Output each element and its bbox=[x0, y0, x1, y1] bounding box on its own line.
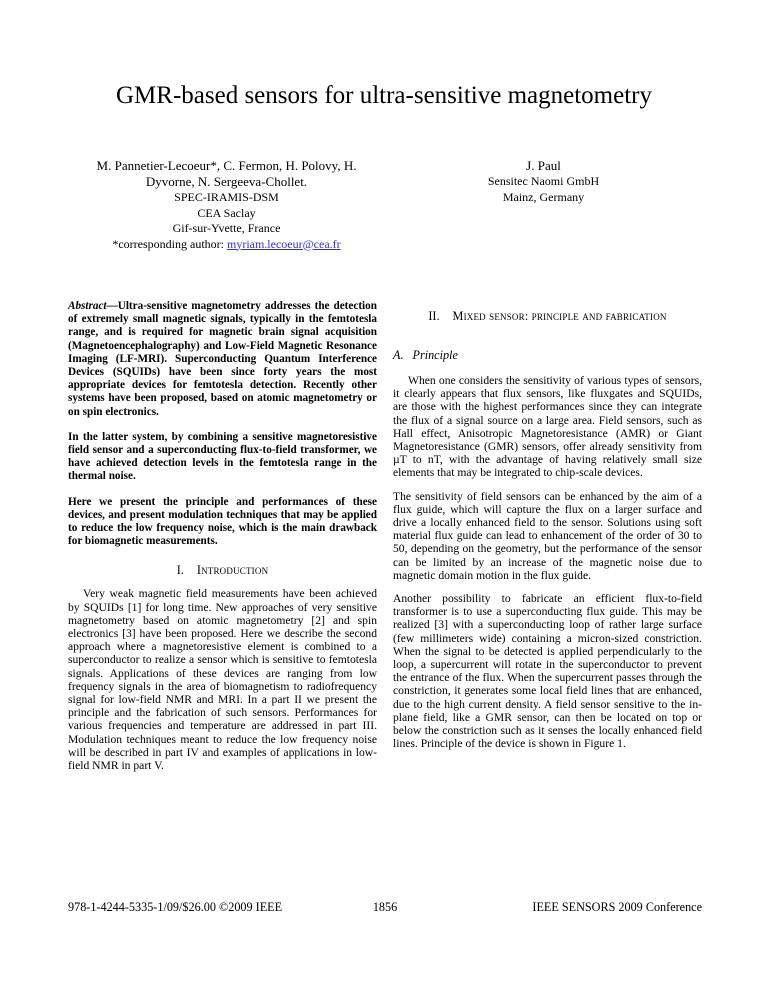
affiliation-line: SPEC-IRAMIS-DSM bbox=[174, 190, 279, 204]
section-title: Introduction bbox=[196, 563, 269, 578]
section-number: II. bbox=[428, 309, 440, 323]
page-footer bbox=[68, 900, 702, 915]
two-column-body bbox=[68, 300, 702, 782]
section-heading-mixed-sensor bbox=[393, 309, 702, 324]
affiliation-line: CEA Saclay bbox=[197, 205, 256, 220]
affiliation-line: Gif-sur-Yvette, France bbox=[172, 221, 281, 235]
paper-title: GMR-based sensors for ultra-sensitive magnetometry bbox=[116, 82, 652, 109]
subsection-title: Principle bbox=[412, 348, 458, 362]
author-block-right bbox=[385, 158, 702, 252]
section-number: I. bbox=[176, 563, 184, 578]
conference-name: IEEE SENSORS 2009 Conference bbox=[532, 900, 702, 914]
subsection-label: A. bbox=[393, 348, 404, 362]
principle-paragraph-1: When one considers the sensitivity of various types of sensors, it clearly appears that flux sensors, like fluxgates and SQUIDs, are those with the highest performances since they can integrate the flux of a signal source on a large area. Field sensors, such as Hall effect, Anisotropic Magnetoresistance (AMR) or Giant Magnetoresistance (GMR) sensors, offer already sensitivity from µT to nT, with the advantage of having relatively small size elements that may be integrated to chip-scale devices. bbox=[393, 374, 702, 480]
page-number: 1856 bbox=[372, 900, 398, 914]
corresponding-email-link[interactable]: myriam.lecoeur@cea.fr bbox=[226, 236, 341, 251]
author-name-right: J. Paul bbox=[526, 158, 561, 173]
subsection-heading-principle bbox=[393, 348, 702, 363]
affiliation-line: Sensitec Naomi GmbH bbox=[487, 174, 600, 188]
author-names-line1: M. Pannetier-Lecoeur*, C. Fermon, H. Polovy, H. bbox=[96, 158, 357, 173]
principle-paragraph-2: The sensitivity of field sensors can be enhanced by the aim of a flux guide, which will capture the flux on a larger surface and drive a locally enhanced field to the sensor. Solutions using soft material flux guide can lead to enhancement of the order of 30 to 50, depending on the geometry, but the performance of the sensor can be limited by an increase of the magnetic noise due to magnetic domain motion in the flux guide. bbox=[393, 489, 702, 582]
author-block-left bbox=[68, 158, 385, 252]
author-section bbox=[68, 158, 702, 252]
affiliation-line: Mainz, Germany bbox=[502, 189, 585, 204]
section-title: Mixed sensor: principle and fabrication bbox=[452, 309, 667, 323]
author-names-line2: Dyvorne, N. Sergeeva-Chollet. bbox=[145, 174, 308, 189]
abstract-label: Abstract bbox=[68, 300, 107, 312]
principle-paragraph-3: Another possibility to fabricate an efficient flux-to-field transformer is to use a superconducting flux guide. This may be realized [3] with a superconducting loop of rather large surface (few millimeters wide) containing a micron-sized constriction. When the signal to be detected is applied perpendicularly to the loop, a supercurrent will rotate in the superconductor to prevent the entrance of the flux. When the supercurrent passes through the constriction, it generates some local field lines that are enhanced, due to the high current density. A field sensor sensitive to the in-plane field, like a GMR sensor, can then be located on top or below the constriction such as it senses the locally enhanced field lines. Principle of the device is shown in Figure 1. bbox=[393, 592, 702, 751]
author-names-left bbox=[68, 158, 385, 190]
right-column bbox=[393, 300, 702, 782]
corresponding-author-line bbox=[68, 237, 385, 253]
abstract-paragraph-3: Here we present the principle and performances of these devices, and present modulation techniques that may be applied to reduce the low frequency noise, which is the main drawback for biomagnetic measurements. bbox=[68, 495, 377, 548]
abstract-text-1: Ultra-sensitive magnetometry addresses the detection of extremely small magnetic signals, typically in the femtotesla range, and is required for magnetic brain signal acquisition (Magnetoencephalography) and Low-Field Magnetic Resonance Imaging (LF-MRI). Superconducting Quantum Interference Devices (SQUIDs) have been since forty years the most appropriate devices for femtotesla detection. Recently other systems have been proposed, based on atomic magnetometry or on spin electronics. bbox=[68, 300, 377, 418]
abstract-paragraph-2: In the latter system, by combining a sensitive magnetoresistive field sensor and a superconducting flux-to-field transformer, we have achieved detection levels in the femtotesla range in the thermal noise. bbox=[68, 430, 377, 483]
left-column bbox=[68, 300, 377, 782]
corresponding-author-prefix: *corresponding author: bbox=[112, 236, 227, 251]
introduction-paragraph: Very weak magnetic field measurements have been achieved by SQUIDs [1] for long time. New approaches of very sensitive magnetometry based on atomic magnetometry [2] and spin electronics [3] have been proposed. Here we describe the second approach where a magnetoresistive element is combined to a superconductor to realize a sensor which is sensitive to femtotesla signals. Applications of these devices are ranging from low frequency signals in the area of biomagnetism to radiofrequency signal for low-field NMR and MRI. In a part II we present the principle and the fabrication of such sensors. Performances for various frequencies and temperature are addressed in part III. Modulation techniques meant to reduce the low frequency noise will be described in part IV and examples of applications in low-field NMR in part V. bbox=[68, 587, 377, 773]
abstract-dash: — bbox=[106, 300, 118, 312]
copyright-notice: 978-1-4244-5335-1/09/$26.00 ©2009 IEEE bbox=[68, 900, 283, 914]
abstract-paragraph-1 bbox=[68, 300, 377, 419]
section-heading-introduction bbox=[68, 563, 377, 578]
